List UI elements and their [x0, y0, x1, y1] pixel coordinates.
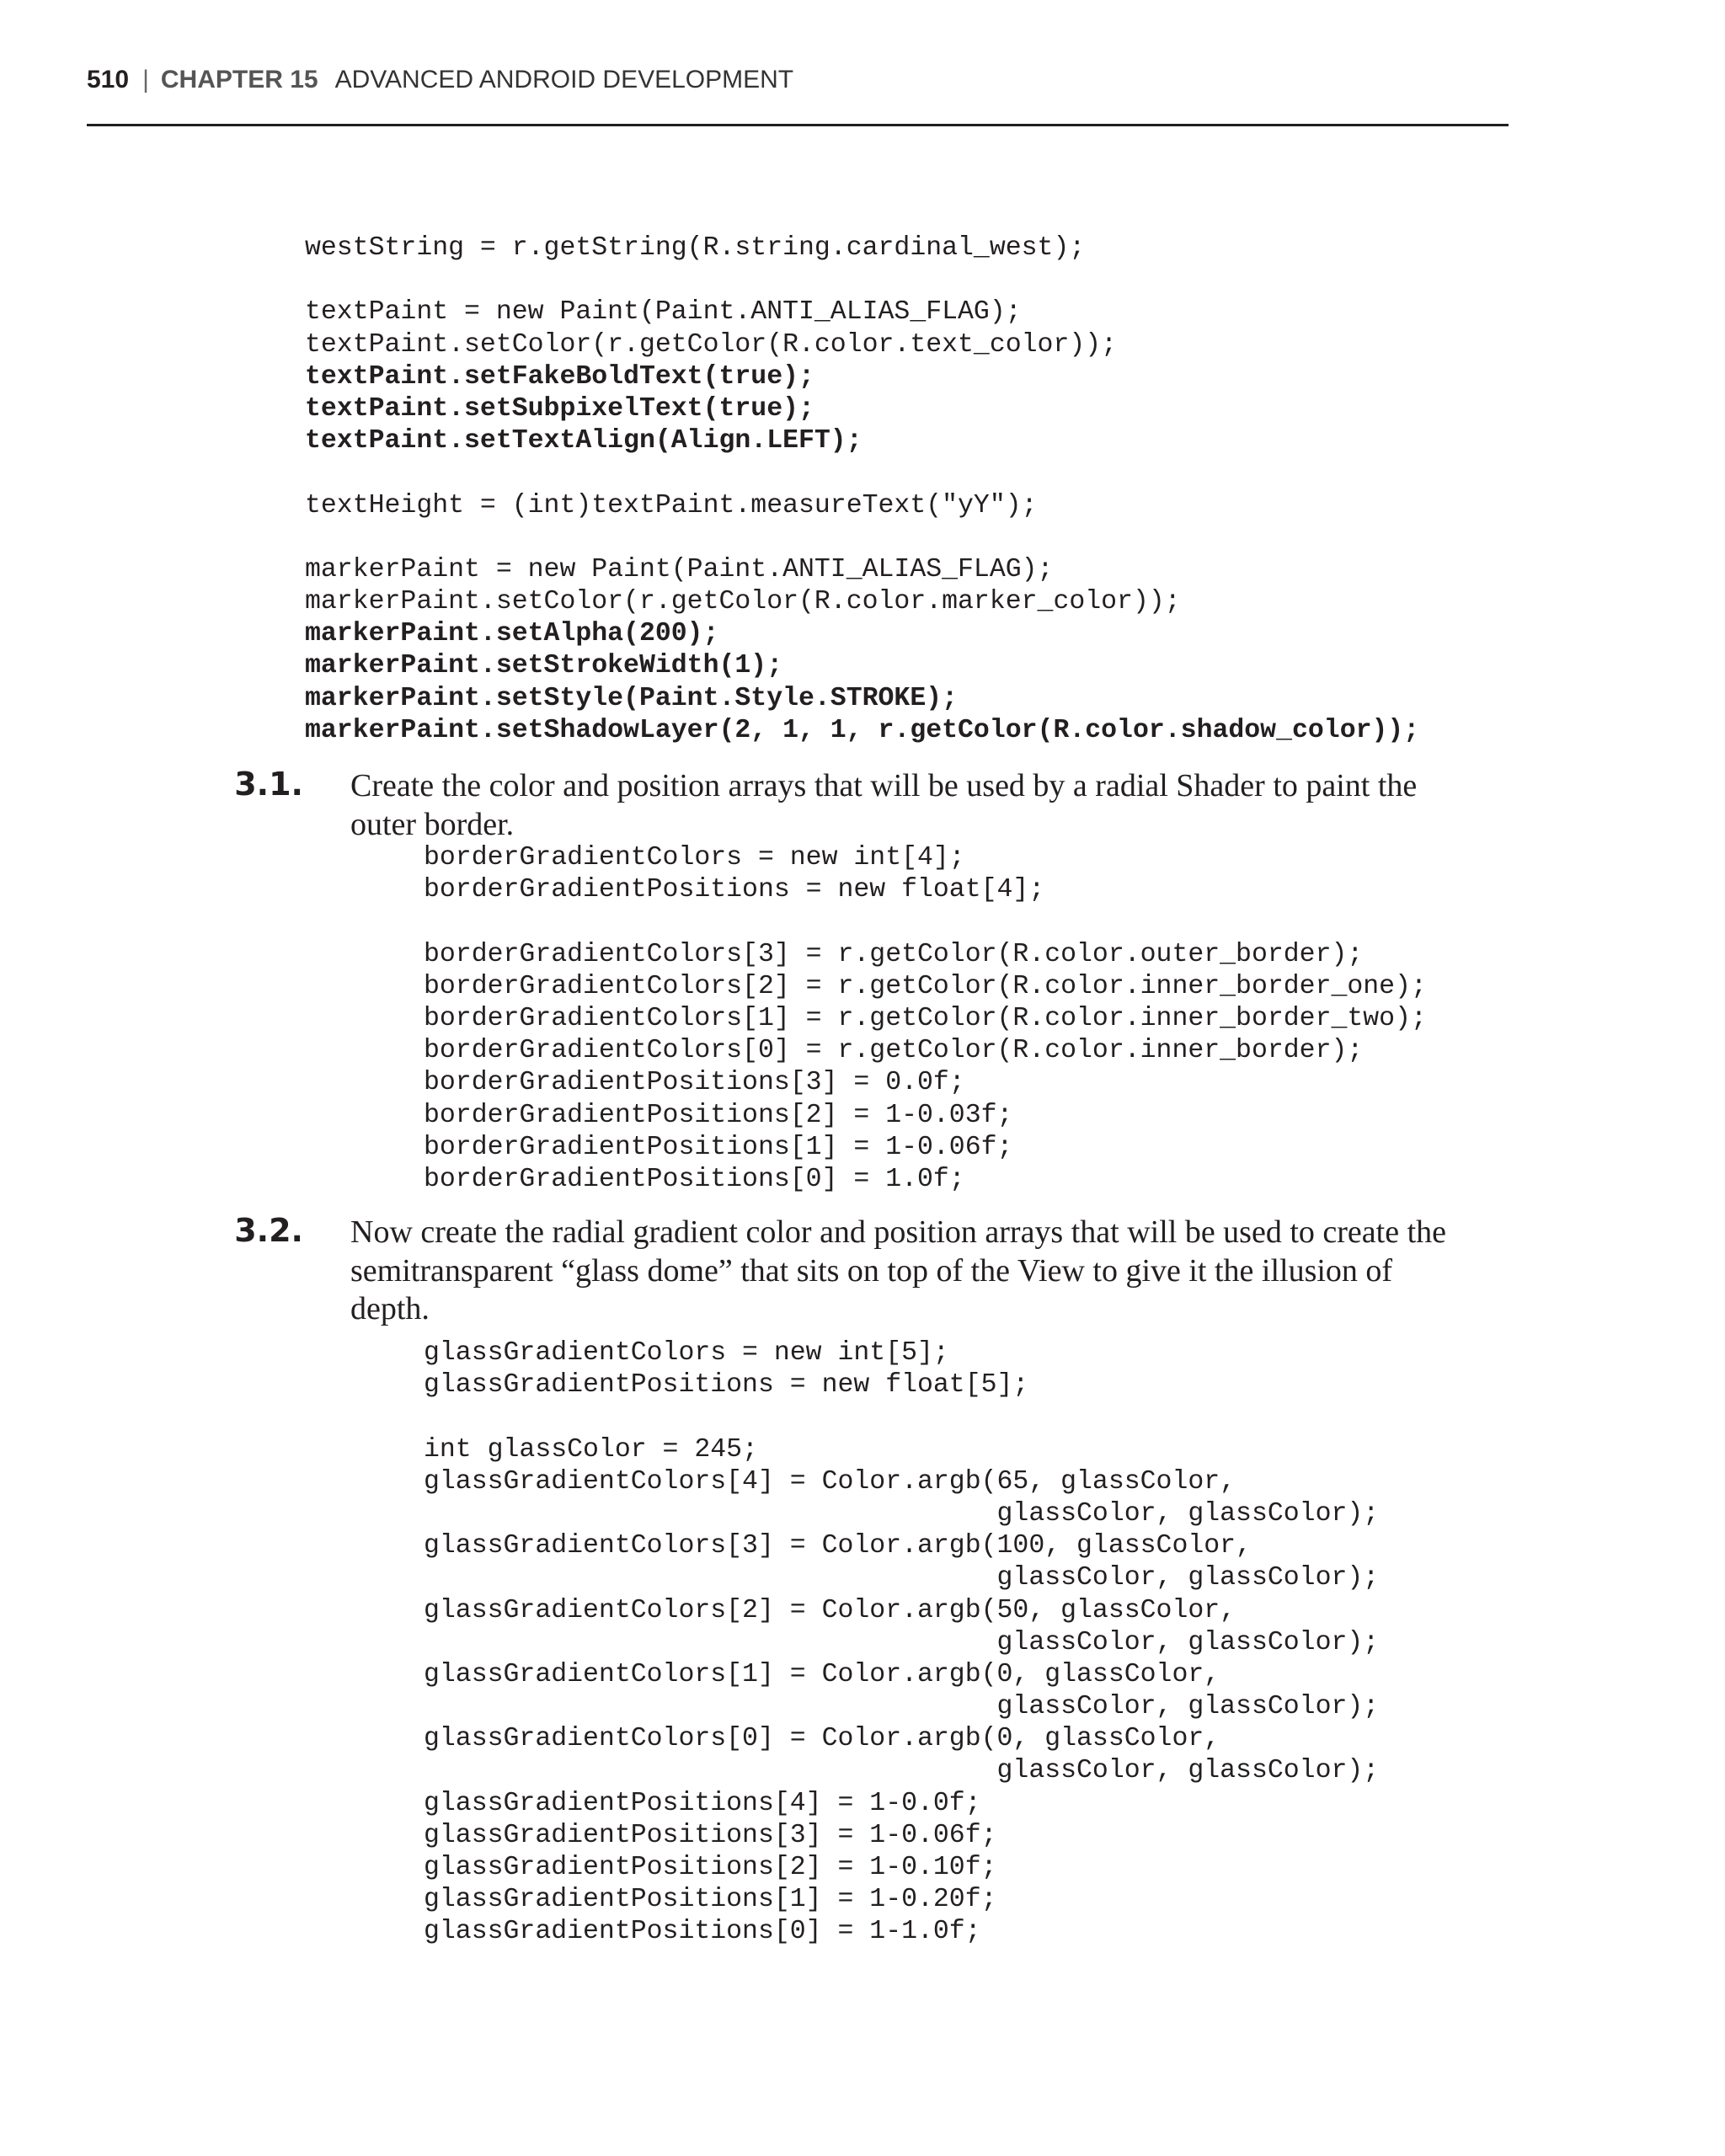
code-line: textHeight = (int)textPaint.measureText("yY"); [305, 490, 1038, 520]
page-number: 510 [87, 66, 130, 93]
step-number-3-2: 3.2. [234, 1212, 303, 1249]
code-line: textPaint.setTextAlign(Align.LEFT); [305, 426, 862, 456]
code-line: glassGradientPositions[1] = 1-0.20f; [424, 1885, 997, 1915]
code-line: glassGradientColors = new int[5]; [424, 1338, 949, 1368]
chapter-label: CHAPTER 15 [160, 66, 318, 93]
code-line: glassGradientColors[1] = Color.argb(0, glassColor, [424, 1659, 1220, 1689]
code-line: glassGradientPositions[4] = 1-0.0f; [424, 1788, 981, 1818]
code-line: textPaint.setFakeBoldText(true); [305, 361, 814, 392]
code-line [424, 1401, 1379, 1433]
code-line [305, 522, 1419, 554]
code-line: int glassColor = 245; [424, 1434, 758, 1465]
step-text-3-1: Create the color and position arrays that will be used by a radial Shader to paint the outer border. [350, 768, 1418, 842]
code-line: glassColor, glassColor); [424, 1756, 1380, 1786]
code-line: borderGradientPositions[1] = 1-0.06f; [424, 1132, 1013, 1162]
code-line: borderGradientColors[1] = r.getColor(R.color.inner_border_two); [424, 1003, 1427, 1033]
code-line: glassGradientPositions[3] = 1-0.06f; [424, 1820, 997, 1850]
code-line: borderGradientColors[3] = r.getColor(R.color.outer_border); [424, 939, 1364, 969]
code-listing-border-gradient [424, 842, 1427, 1196]
code-line: glassGradientColors[2] = Color.argb(50, glassColor, [424, 1595, 1236, 1625]
code-line: textPaint.setColor(r.getColor(R.color.text_color)); [305, 329, 1118, 360]
code-line [305, 264, 1419, 296]
code-line: glassColor, glassColor); [424, 1563, 1380, 1593]
code-listing-glass-gradient [424, 1337, 1379, 1949]
code-line: glassGradientColors[3] = Color.argb(100, glassColor, [424, 1531, 1252, 1561]
code-line: markerPaint = new Paint(Paint.ANTI_ALIAS_FLAG); [305, 554, 1054, 584]
step-text-3-2: Now create the radial gradient color and position arrays that will be used to create the semitransparent “glass dome” that sits on top of the View to give it the illusion of depth. [350, 1214, 1446, 1326]
code-line: textPaint.setSubpixelText(true); [305, 393, 814, 424]
code-line: glassColor, glassColor); [424, 1692, 1380, 1722]
code-line: borderGradientPositions[3] = 0.0f; [424, 1068, 965, 1098]
code-line: textPaint = new Paint(Paint.ANTI_ALIAS_FLAG); [305, 297, 1022, 328]
code-line: glassGradientPositions = new float[5]; [424, 1370, 1029, 1401]
code-line: markerPaint.setShadowLayer(2, 1, 1, r.getColor(R.color.shadow_color)); [305, 715, 1420, 745]
code-line: glassColor, glassColor); [424, 1498, 1380, 1529]
header-rule [87, 124, 1509, 126]
code-line: glassGradientPositions[2] = 1-0.10f; [424, 1853, 997, 1882]
code-line: borderGradientColors[2] = r.getColor(R.color.inner_border_one); [424, 971, 1427, 1001]
code-line: glassGradientColors[0] = Color.argb(0, glassColor, [424, 1724, 1220, 1754]
code-line: markerPaint.setStyle(Paint.Style.STROKE); [305, 683, 959, 713]
code-line: borderGradientPositions[0] = 1.0f; [424, 1164, 965, 1194]
code-line: glassGradientColors[4] = Color.argb(65, glassColor, [424, 1466, 1236, 1497]
step-number-3-1: 3.1. [234, 766, 303, 803]
header-separator: | [142, 66, 149, 93]
code-line: borderGradientPositions = new float[4]; [424, 875, 1045, 905]
code-listing-paint-setup [305, 232, 1419, 747]
code-line [305, 457, 1419, 489]
code-line: markerPaint.setStrokeWidth(1); [305, 651, 783, 681]
code-line: markerPaint.setAlpha(200); [305, 619, 719, 649]
code-line: borderGradientPositions[2] = 1-0.03f; [424, 1100, 1013, 1130]
code-line: westString = r.getString(R.string.cardinal_west); [305, 233, 1086, 263]
code-line [424, 906, 1427, 938]
code-line: glassColor, glassColor); [424, 1627, 1380, 1657]
code-line: borderGradientColors = new int[4]; [424, 843, 965, 873]
code-line: borderGradientColors[0] = r.getColor(R.color.inner_border); [424, 1036, 1364, 1066]
chapter-title: ADVANCED ANDROID DEVELOPMENT [334, 66, 794, 93]
code-line: glassGradientPositions[0] = 1-1.0f; [424, 1917, 981, 1947]
code-line: markerPaint.setColor(r.getColor(R.color.marker_color)); [305, 587, 1181, 617]
running-header [87, 66, 793, 94]
